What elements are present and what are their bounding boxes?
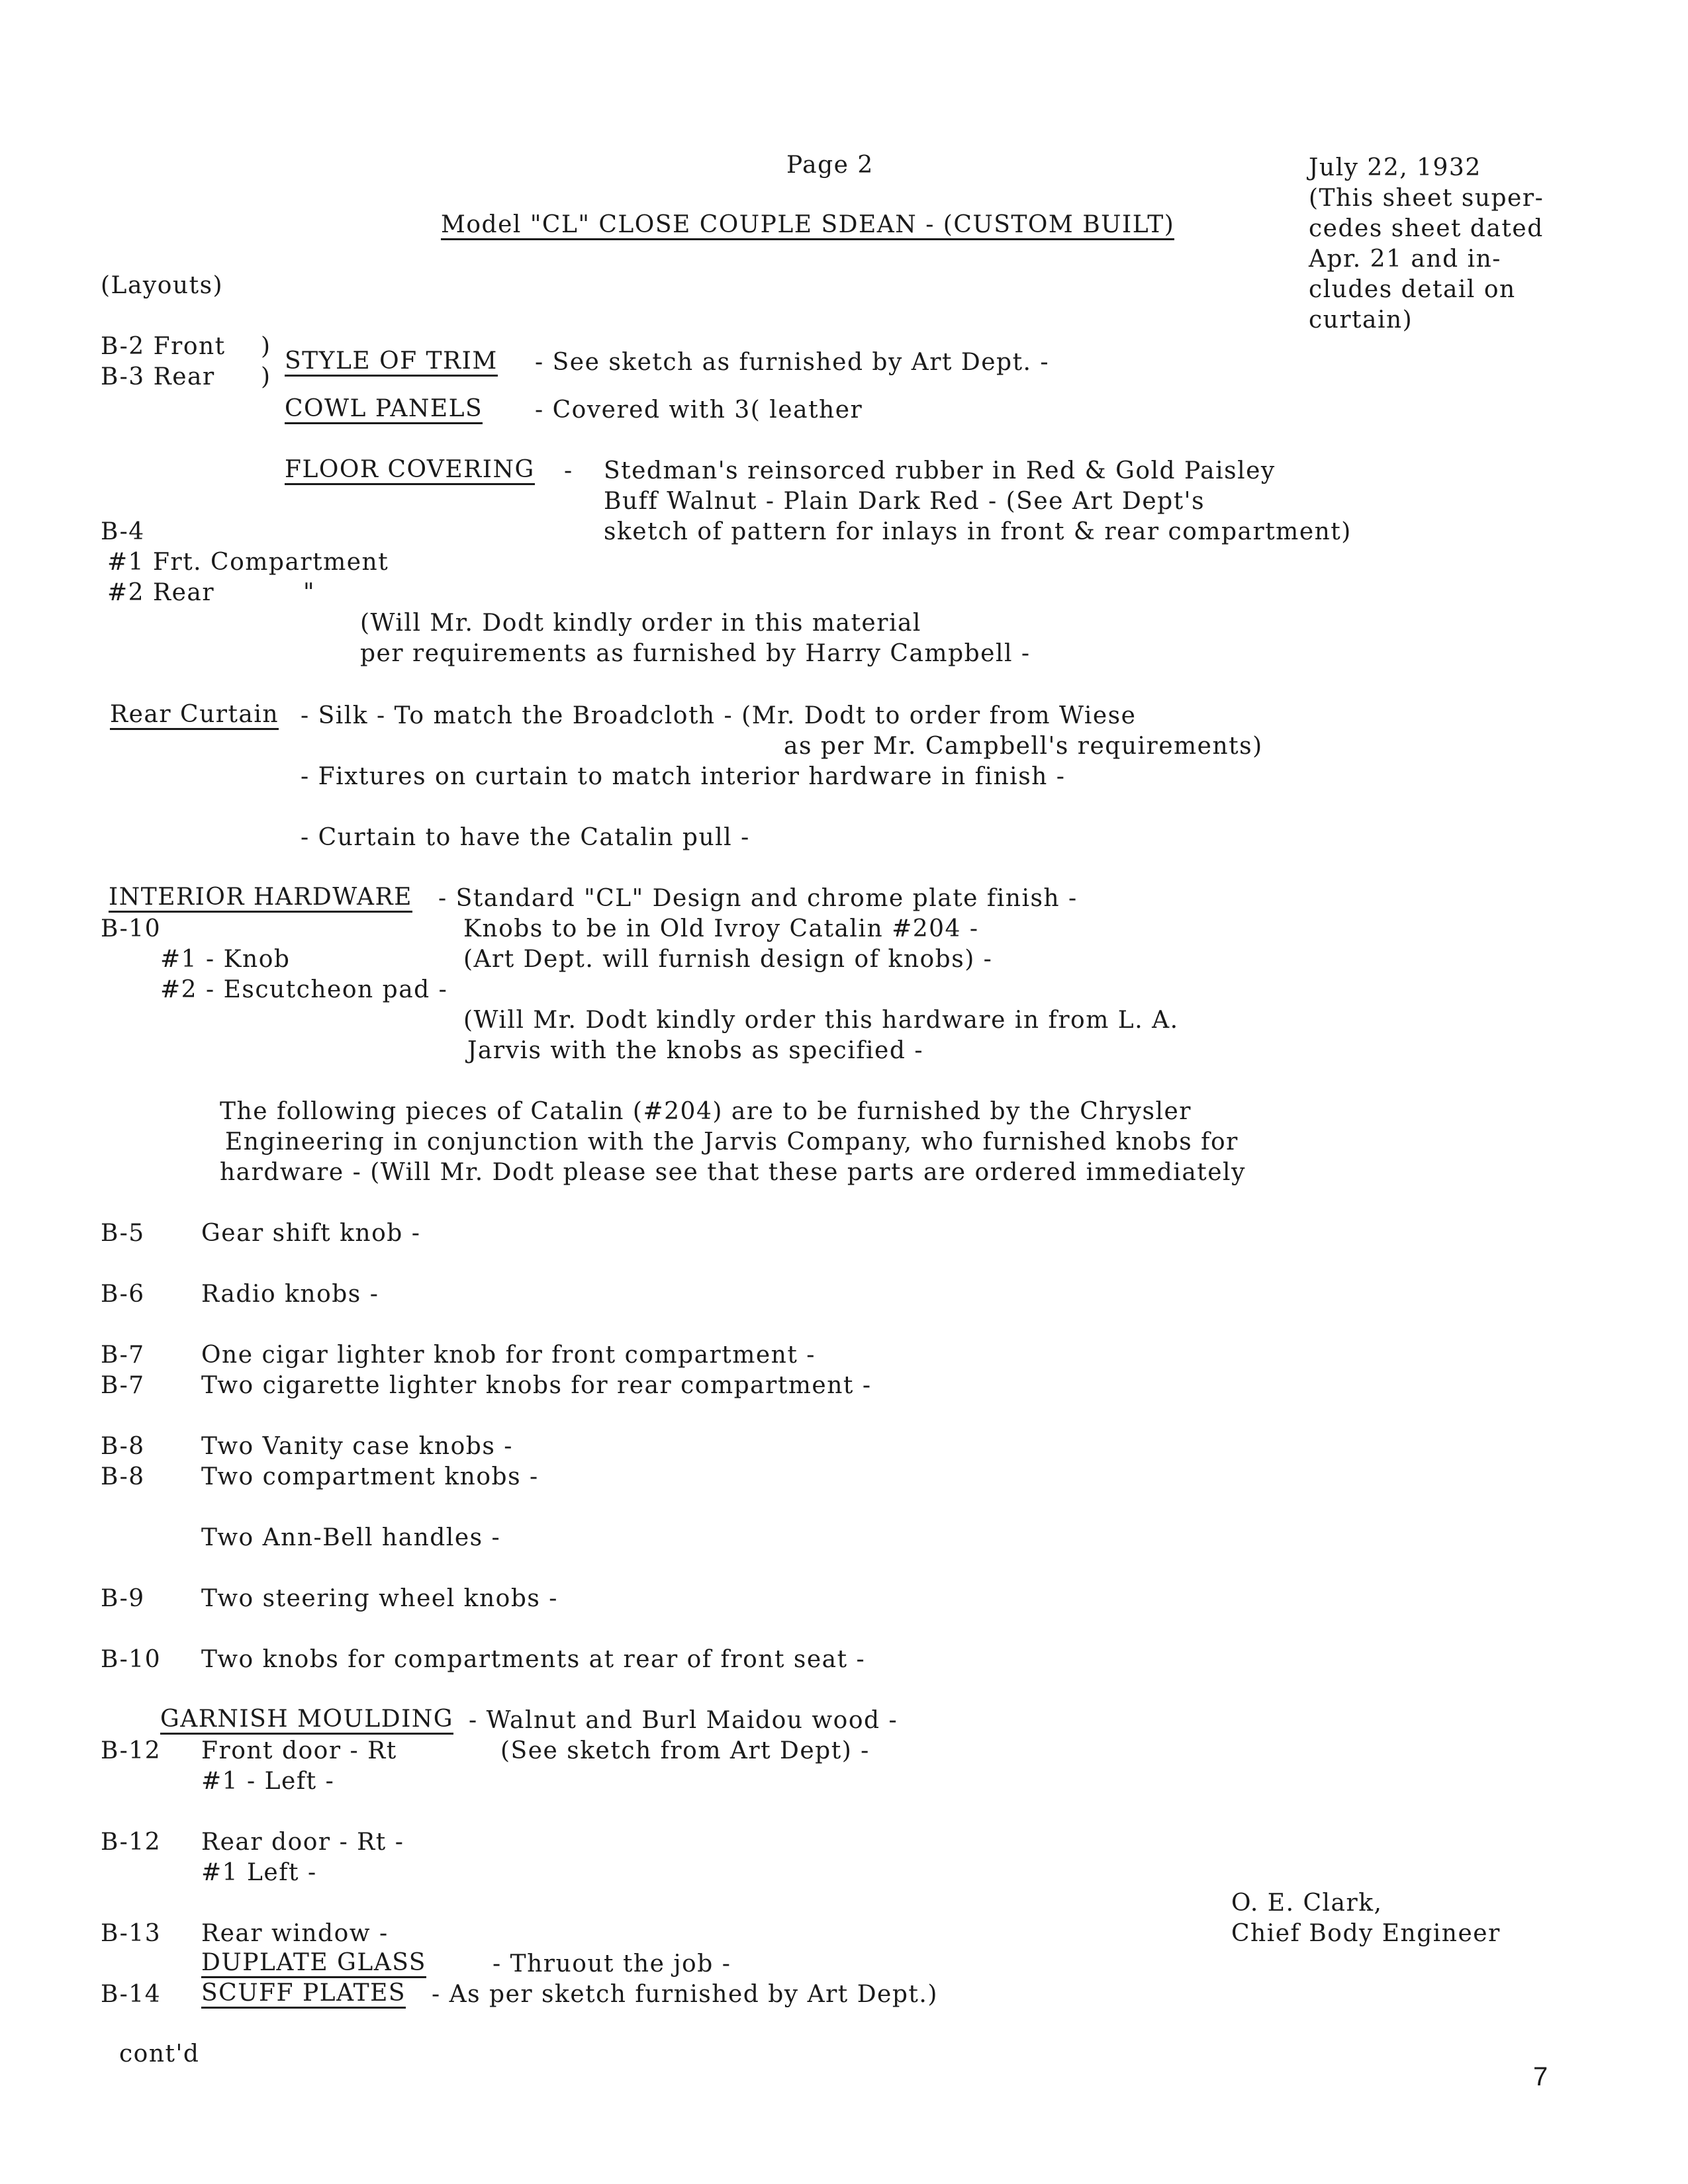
hardware-line: Knobs to be in Old Ivroy Catalin #204 - [463, 915, 979, 942]
part-ref: B-12 [101, 1737, 162, 1764]
garnish-item: #1 - Left - [201, 1768, 335, 1795]
part-description: Radio knobs - [201, 1281, 379, 1308]
rear-curtain-heading: Rear Curtain [110, 703, 279, 730]
floor-line: Stedman's reinsorced rubber in Red & Gold Paisley [604, 457, 1276, 484]
cowl-panels-text: - Covered with 3( leather [535, 396, 863, 424]
catalin-note-line: hardware - (Will Mr. Dodt please see that these parts are ordered immediately [220, 1159, 1246, 1186]
supersede-note-line: cludes detail on [1309, 276, 1516, 303]
bracket: ) [261, 333, 271, 360]
ref-b10: B-10 [101, 915, 162, 942]
part-description: Two Ann-Bell handles - [201, 1524, 501, 1551]
scuff-plates-text: - As per sketch furnished by Art Dept.) [432, 1981, 938, 2008]
ditto-mark: " [303, 579, 316, 606]
part-ref: B-12 [101, 1829, 162, 1856]
catalin-note-line: Engineering in conjunction with the Jarvis Company, who furnished knobs for [225, 1128, 1239, 1156]
ref-rear: B-3 Rear [101, 363, 215, 390]
floor-covering-heading: FLOOR COVERING [285, 458, 535, 485]
hardware-order-note: Jarvis with the knobs as specified - [467, 1037, 924, 1064]
part-description: Gear shift knob - [201, 1220, 421, 1247]
part-description: Two cigarette lighter knobs for rear compartment - [201, 1372, 872, 1399]
part-ref: B-5 [101, 1220, 145, 1247]
floor-item: #1 Frt. Compartment [107, 549, 389, 576]
floor-item: #2 Rear [107, 579, 215, 606]
garnish-item: #1 Left - [201, 1859, 317, 1886]
catalin-note-line: The following pieces of Catalin (#204) are to be furnished by the Chrysler [220, 1098, 1192, 1125]
hardware-order-note: (Will Mr. Dodt kindly order this hardware in from L. A. [463, 1007, 1179, 1034]
hardware-line: - Standard "CL" Design and chrome plate finish - [438, 885, 1078, 912]
garnish-text: - Walnut and Burl Maidou wood - [469, 1707, 898, 1734]
part-ref: B-8 [101, 1463, 145, 1490]
hardware-line: (Art Dept. will furnish design of knobs) - [463, 946, 993, 973]
garnish-note: (See sketch from Art Dept) - [500, 1737, 870, 1764]
document-title: Model "CL" CLOSE COUPLE SDEAN - (CUSTOM BUILT) [441, 213, 1174, 240]
part-ref: B-7 [101, 1342, 145, 1369]
part-ref: B-6 [101, 1281, 145, 1308]
bracket: ) [261, 363, 271, 390]
part-ref: B-10 [101, 1646, 162, 1673]
continued-label: cont'd [119, 2040, 200, 2068]
part-ref: B-7 [101, 1372, 145, 1399]
garnish-item: Front door - Rt [201, 1737, 397, 1764]
scuff-plates-heading: SCUFF PLATES [201, 1981, 406, 2009]
supersede-note-line: curtain) [1309, 306, 1413, 334]
style-of-trim-text: - See sketch as furnished by Art Dept. - [535, 349, 1050, 376]
floor-dash: - [564, 457, 573, 484]
part-description: Two Vanity case knobs - [201, 1433, 513, 1460]
garnish-item: Rear window - [201, 1920, 389, 1947]
layouts-label: (Layouts) [101, 272, 224, 299]
supersede-note-line: (This sheet super- [1309, 185, 1544, 212]
garnish-moulding-heading: GARNISH MOULDING [160, 1707, 453, 1735]
document-date: July 22, 1932 [1309, 154, 1481, 181]
supersede-note-line: cedes sheet dated [1309, 215, 1544, 242]
part-description: Two steering wheel knobs - [201, 1585, 558, 1612]
part-description: Two compartment knobs - [201, 1463, 539, 1490]
cowl-panels-heading: COWL PANELS [285, 397, 483, 424]
style-of-trim-heading: STYLE OF TRIM [285, 349, 498, 377]
supersede-note-line: Apr. 21 and in- [1309, 246, 1501, 273]
ref-front: B-2 Front [101, 333, 226, 360]
floor-order-note: per requirements as furnished by Harry Campbell - [360, 640, 1031, 667]
interior-hardware-heading: INTERIOR HARDWARE [109, 886, 412, 913]
part-description: Two knobs for compartments at rear of front seat - [201, 1646, 866, 1673]
floor-order-note: (Will Mr. Dodt kindly order in this material [360, 610, 921, 637]
part-ref: B-13 [101, 1920, 162, 1947]
page-label: Page 2 [786, 152, 874, 179]
part-ref: B-14 [101, 1981, 162, 2008]
duplate-glass-text: - Thruout the job - [492, 1950, 731, 1978]
garnish-item: Rear door - Rt - [201, 1829, 404, 1856]
duplate-glass-heading: DUPLATE GLASS [201, 1951, 426, 1978]
signatory-name: O. E. Clark, [1231, 1889, 1383, 1917]
part-ref: B-9 [101, 1585, 145, 1612]
curtain-line: - Fixtures on curtain to match interior hardware in finish - [301, 763, 1066, 790]
hardware-item: #2 - Escutcheon pad - [160, 976, 448, 1003]
ref-b4: B-4 [101, 518, 145, 545]
hardware-item: #1 - Knob [160, 946, 291, 973]
signatory-title: Chief Body Engineer [1231, 1920, 1501, 1947]
curtain-line: as per Mr. Campbell's requirements) [784, 733, 1263, 760]
page-number: 7 [1533, 2062, 1549, 2091]
part-description: One cigar lighter knob for front compartment - [201, 1342, 816, 1369]
floor-line: Buff Walnut - Plain Dark Red - (See Art Dept's [604, 488, 1205, 515]
curtain-line: - Curtain to have the Catalin pull - [301, 824, 750, 851]
part-ref: B-8 [101, 1433, 145, 1460]
curtain-line: - Silk - To match the Broadcloth - (Mr. Dodt to order from Wiese [301, 702, 1137, 729]
floor-line: sketch of pattern for inlays in front & rear compartment) [604, 518, 1352, 545]
